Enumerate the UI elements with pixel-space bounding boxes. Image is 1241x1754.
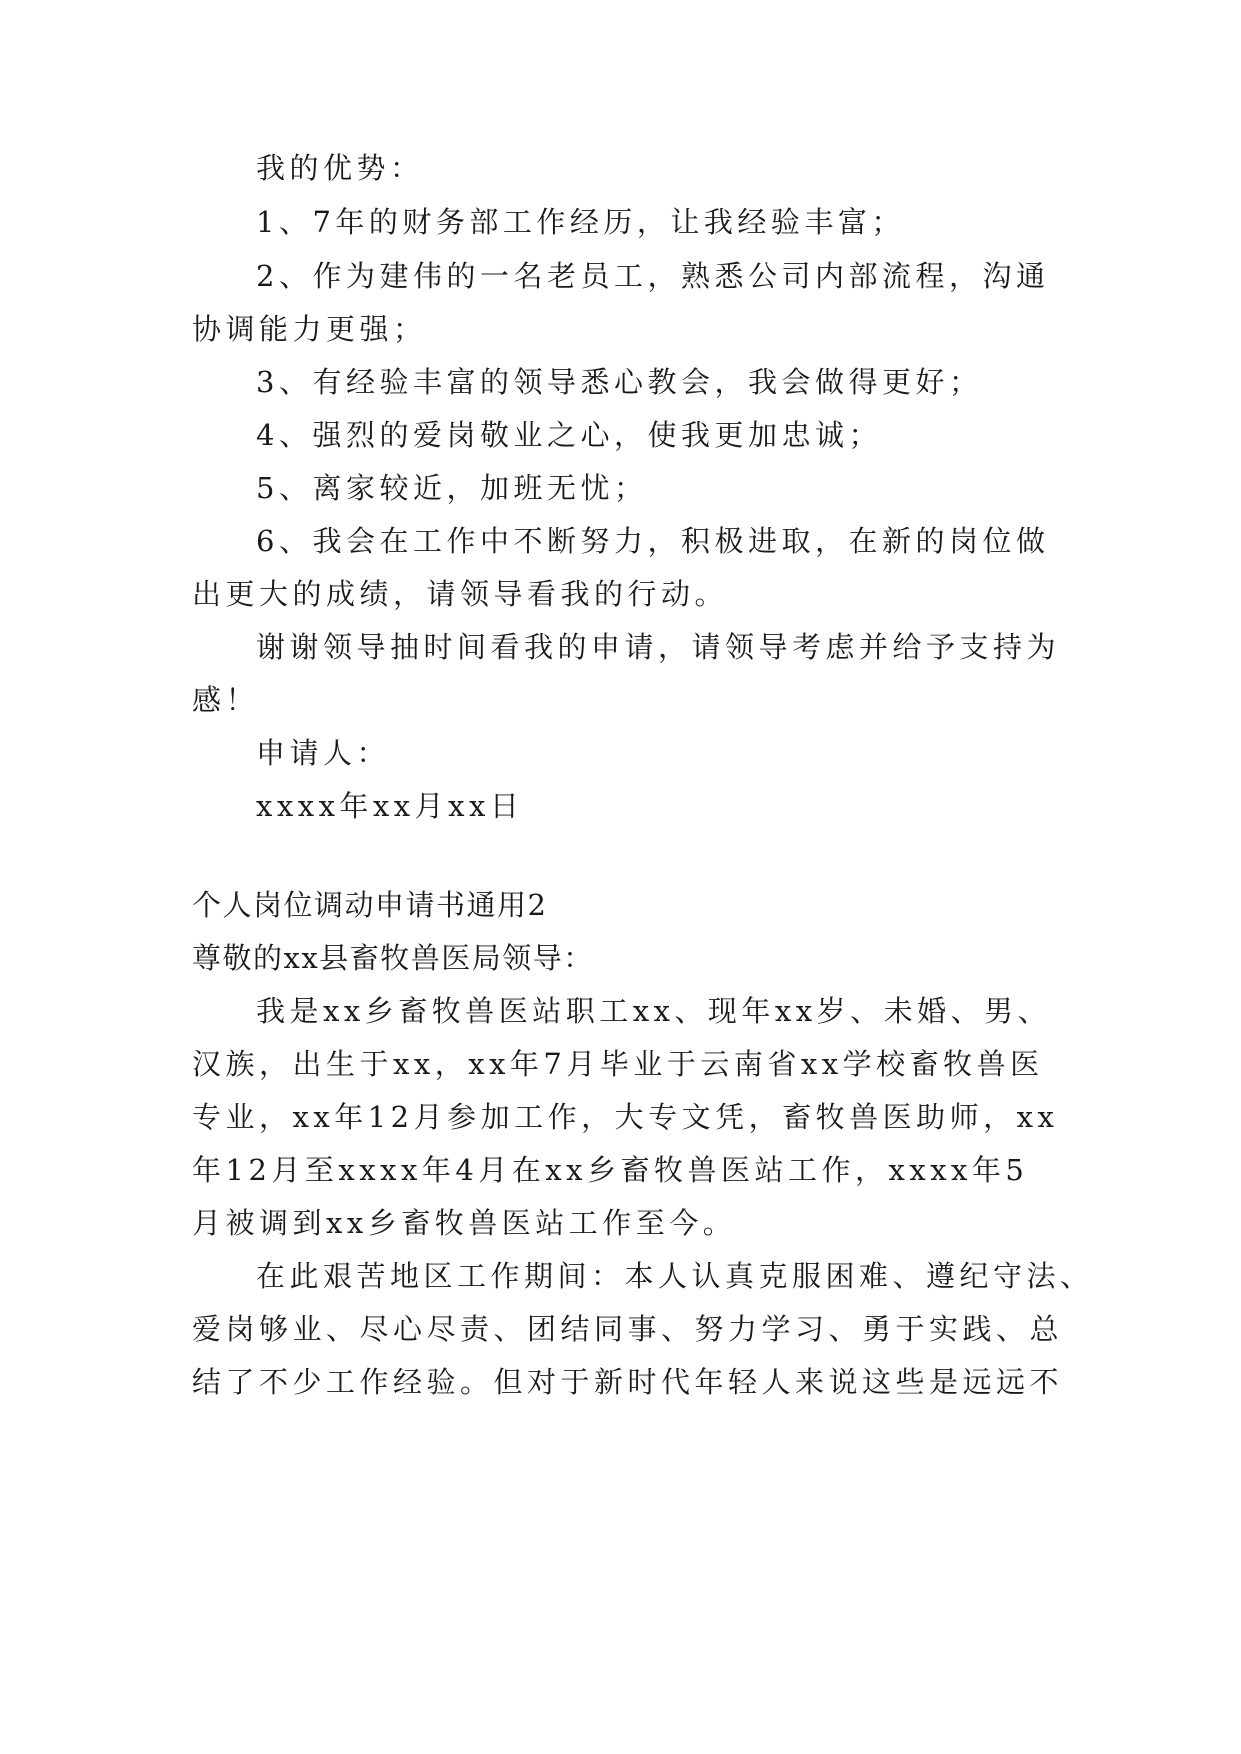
para1-line-4: 年12月至xxxx年4月在xx乡畜牧兽医站工作，xxxx年5 bbox=[192, 1153, 1029, 1187]
para1-line-3: 专业，xx年12月参加工作，大专文凭，畜牧兽医助师，xx bbox=[192, 1100, 1059, 1134]
advantage-item-6: 6、我会在工作中不断努力，积极进取，在新的岗位做 bbox=[256, 524, 1050, 558]
date-line: xxxx年xx月xx日 bbox=[256, 789, 524, 823]
advantage-item-4: 4、强烈的爱岗敬业之心，使我更加忠诚； bbox=[256, 418, 882, 452]
salutation: 尊敬的xx县畜牧兽医局领导： bbox=[192, 941, 594, 975]
advantage-item-6-cont: 出更大的成绩，请领导看我的行动。 bbox=[192, 577, 729, 611]
para2-line-2: 爱岗够业、尽心尽责、团结同事、努力学习、勇于实践、总 bbox=[192, 1312, 1064, 1346]
applicant-label: 申请人： bbox=[256, 736, 391, 770]
advantages-heading: 我的优势： bbox=[256, 151, 424, 185]
section-title: 个人岗位调动申请书通用2 bbox=[192, 888, 548, 922]
thanks-line-cont: 感！ bbox=[192, 683, 260, 717]
advantage-item-3: 3、有经验丰富的领导悉心教会，我会做得更好； bbox=[256, 365, 983, 399]
para2-line-3: 结了不少工作经验。但对于新时代年轻人来说这些是远远不 bbox=[192, 1365, 1064, 1399]
advantage-item-1: 1、7年的财务部工作经历，让我经验丰富； bbox=[256, 205, 905, 239]
para2-line-1: 在此艰苦地区工作期间：本人认真克服困难、遵纪守法、 bbox=[256, 1259, 1094, 1293]
para1-line-2: 汉族，出生于xx，xx年7月毕业于云南省xx学校畜牧兽医 bbox=[192, 1047, 1044, 1081]
advantage-item-5: 5、离家较近，加班无忧； bbox=[256, 471, 648, 505]
advantage-item-2: 2、作为建伟的一名老员工，熟悉公司内部流程，沟通 bbox=[256, 259, 1050, 293]
para1-line-1: 我是xx乡畜牧兽医站职工xx、现年xx岁、未婚、男、 bbox=[256, 994, 1052, 1028]
thanks-line: 谢谢领导抽时间看我的申请，请领导考虑并给予支持为 bbox=[256, 630, 1061, 664]
para1-line-5: 月被调到xx乡畜牧兽医站工作至今。 bbox=[192, 1206, 737, 1240]
advantage-item-2-cont: 协调能力更强； bbox=[192, 312, 427, 346]
